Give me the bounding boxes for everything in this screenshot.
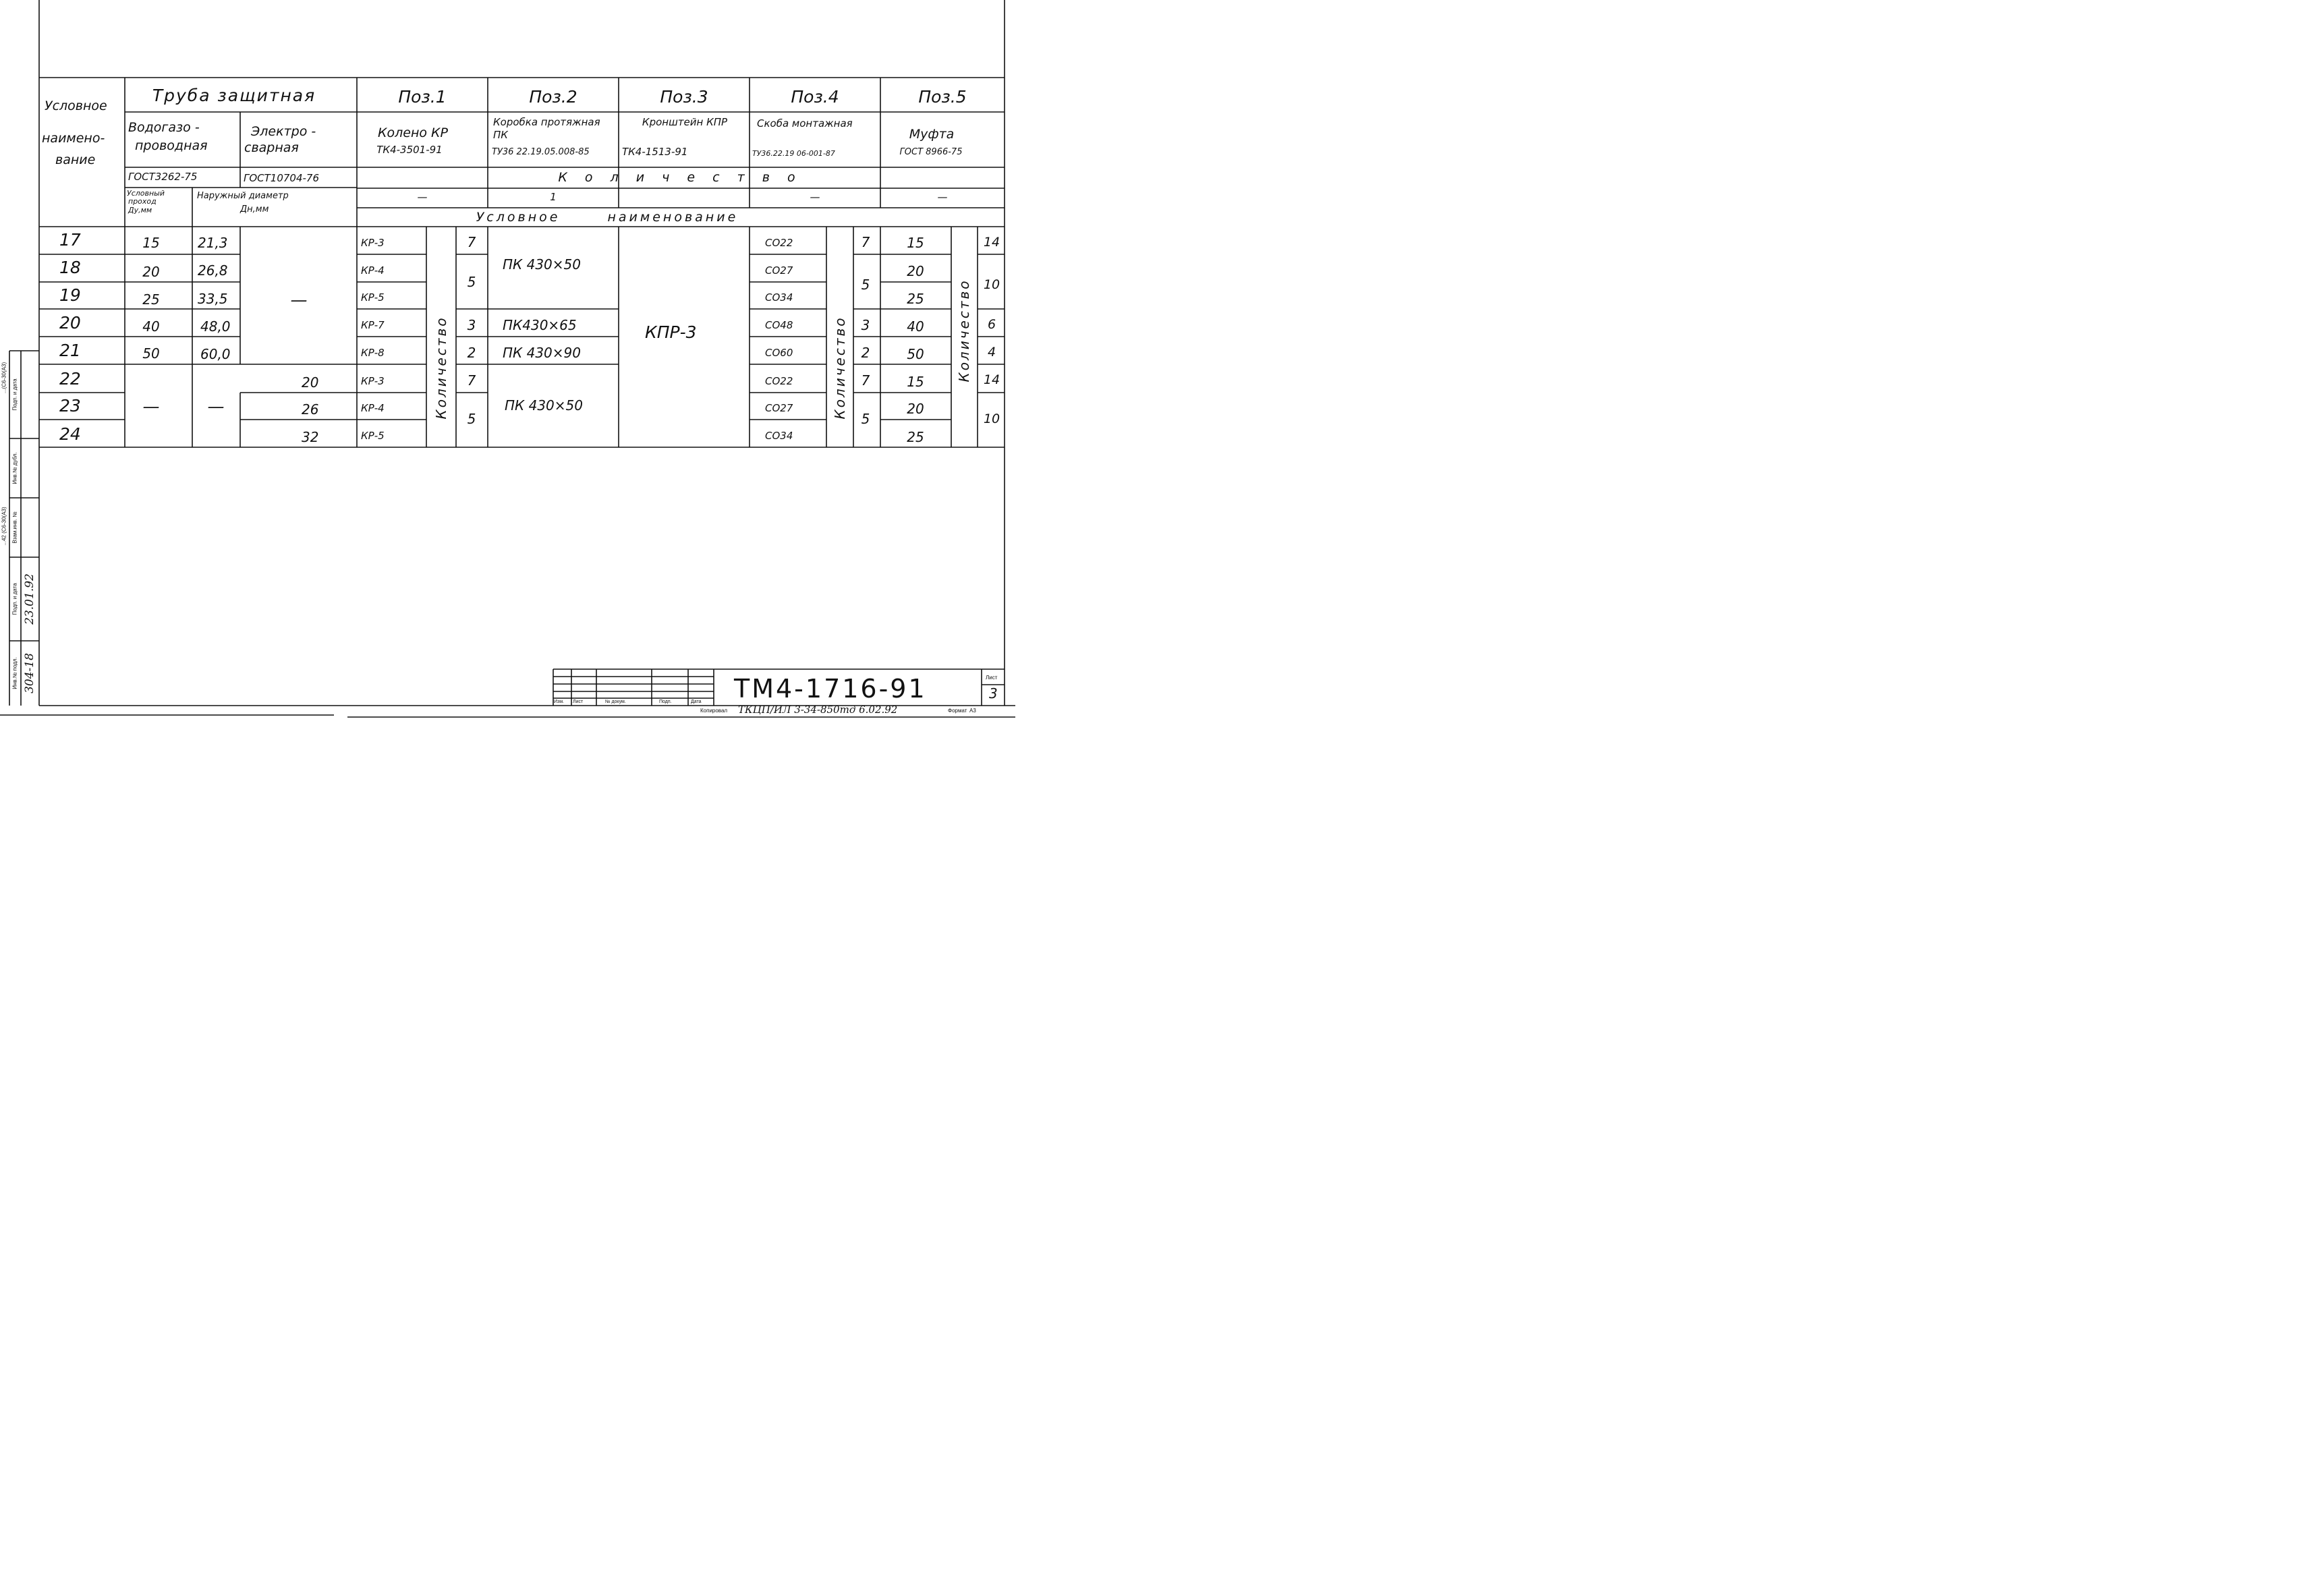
table-row-mu: 20 <box>907 263 924 279</box>
quantity-header: К о л и ч е с т в о <box>558 170 802 185</box>
tb-sheet-label: Лист <box>986 675 998 681</box>
kpr-value: КПР-3 <box>645 322 697 342</box>
pos2-standard: ТУ36 22.19.05.008-85 <box>492 147 590 157</box>
pos4-title: Поз.4 <box>791 87 839 107</box>
side-date: 23.01.92 <box>23 573 36 625</box>
mu-qty-value: 10 <box>983 411 1000 426</box>
pipe-electro-standard: ГОСТ10704-76 <box>244 172 320 184</box>
tb-format-value: А3 <box>969 708 976 714</box>
pipe-dy-line2: проход <box>128 197 157 206</box>
table-row-mu: 50 <box>907 346 924 362</box>
tb-label-sign: Подп. <box>659 700 672 704</box>
kr-qty-value: 7 <box>467 234 476 250</box>
table-row-sk: СО48 <box>765 319 793 331</box>
side-fragment: ...(С6-30(А3) <box>1 362 7 394</box>
table-row-mu: 40 <box>907 318 924 335</box>
table-row-n: 17 <box>59 230 81 250</box>
table-row-mu: 25 <box>907 291 924 307</box>
table-row-mu: 25 <box>907 429 924 445</box>
kr-qty-value: 3 <box>467 317 476 333</box>
mu-qty-value: 14 <box>983 235 1000 250</box>
pos2-qty: 1 <box>550 191 557 203</box>
side-label-sign-date: Подп. и дата <box>11 583 18 615</box>
side-fragment: ...42 (С6-30(А3) <box>1 507 7 546</box>
tb-label-date: Дата <box>691 700 702 704</box>
table-row-n: 21 <box>59 341 81 360</box>
side-inv-number: 304-18 <box>23 653 36 693</box>
pos3-name: Кронштейн КПР <box>642 116 728 128</box>
table-row-kr: КР-5 <box>361 291 385 304</box>
pk-value: ПК 430×50 <box>503 256 581 273</box>
table-row-mu: 15 <box>907 235 924 251</box>
table-row-sk: СО27 <box>765 402 793 414</box>
tb-sheet-number: 3 <box>989 685 998 702</box>
table-row-dn: 33,5 <box>198 291 228 307</box>
tb-copied-value: ТКЦП/ИЛ 3-34-850тд 6.02.92 <box>738 704 898 716</box>
table-row-dy: 15 <box>142 235 160 251</box>
table-row-sk: СО34 <box>765 291 793 304</box>
table-row-dy: 50 <box>142 345 160 362</box>
pipe-water-standard: ГОСТ3262-75 <box>128 171 198 183</box>
pipe-dn-line2: Дн,мм <box>240 204 269 215</box>
pos1-title: Поз.1 <box>398 87 447 107</box>
tb-label-doc-no: № докум. <box>605 700 626 704</box>
mu-qty-value: 10 <box>983 277 1000 292</box>
table-row-dy: 25 <box>142 291 160 308</box>
pos5-standard: ГОСТ 8966-75 <box>899 147 963 157</box>
tb-copied-label: Копировал <box>700 708 728 714</box>
mu-qty-value: 4 <box>987 345 996 360</box>
table-row-el: 20 <box>302 374 319 391</box>
pipe-water-line1: Водогазо - <box>128 120 200 135</box>
pos1-standard: ТК4-3501-91 <box>376 144 443 156</box>
table-row-n: 19 <box>59 285 81 305</box>
header-name-line3: вание <box>55 152 96 167</box>
drawing-sheet <box>0 0 1058 729</box>
table-row-kr: КР-5 <box>361 430 385 442</box>
dn-dash: — <box>207 397 225 416</box>
pipe-dy-line1: Условный <box>127 189 165 198</box>
sk-qty-value: 7 <box>861 234 870 250</box>
kr-qty-value: 7 <box>467 372 476 389</box>
kr-qty-value: 5 <box>467 274 476 290</box>
electro-dash: — <box>290 290 308 310</box>
sk-qty-label: Количество <box>832 316 848 420</box>
table-row-n: 22 <box>59 369 81 389</box>
pipe-dn-line1: Наружный диаметр <box>197 191 289 201</box>
tb-label-sheet: Лист <box>573 700 584 704</box>
header-name-line2: наимено- <box>42 131 105 146</box>
pos5-title: Поз.5 <box>918 87 967 107</box>
table-row-sk: СО34 <box>765 430 793 442</box>
pos4-qty: — <box>810 191 820 203</box>
pos4-name: Скоба монтажная <box>757 117 853 130</box>
side-label-inv-original: Инв.№ подл. <box>11 657 18 689</box>
table-row-kr: КР-8 <box>361 347 385 359</box>
pos1-qty: — <box>417 191 428 203</box>
sk-qty-value: 7 <box>861 372 870 389</box>
table-row-sk: СО22 <box>765 237 793 249</box>
pos1-name: Колено КР <box>378 125 448 140</box>
pos5-qty: — <box>937 191 948 203</box>
sk-qty-value: 2 <box>861 345 870 361</box>
table-row-kr: КР-3 <box>361 375 385 387</box>
pipe-water-line2: проводная <box>135 138 208 153</box>
table-row-dn: 48,0 <box>200 318 231 335</box>
table-row-dy: 40 <box>142 318 160 335</box>
side-label-sign-date-2: Подп. и дата <box>11 378 18 411</box>
table-row-n: 20 <box>59 313 81 333</box>
pos2-title: Поз.2 <box>529 87 577 107</box>
sk-qty-value: 5 <box>861 277 870 293</box>
dy-dash: — <box>142 397 160 416</box>
sk-qty-value: 5 <box>861 411 870 427</box>
cond-name-header: Условное наименование <box>476 210 739 225</box>
kr-qty-label: Количество <box>433 316 449 420</box>
pos3-title: Поз.3 <box>660 87 708 107</box>
table-row-mu: 20 <box>907 401 924 417</box>
pipe-dy-line3: Ду,мм <box>128 206 152 215</box>
pos3-standard: ТК4-1513-91 <box>622 146 688 158</box>
table-row-dn: 21,3 <box>198 235 228 251</box>
table-row-n: 23 <box>59 396 81 416</box>
mu-qty-value: 14 <box>983 372 1000 387</box>
kr-qty-value: 2 <box>467 345 476 361</box>
tb-format-label: Формат <box>948 708 967 714</box>
table-row-el: 32 <box>302 429 319 445</box>
table-row-dy: 20 <box>142 264 160 280</box>
pos5-name: Муфта <box>909 127 955 142</box>
tb-label-change: Изм. <box>554 700 564 704</box>
table-row-kr: КР-7 <box>361 319 385 331</box>
side-label-replace-inv: Взам.инв. № <box>11 511 18 544</box>
mu-qty-value: 6 <box>987 317 996 332</box>
pos4-standard: ТУ36.22.19 06-001-87 <box>752 149 835 158</box>
pipe-electro-line2: сварная <box>244 140 299 155</box>
table-row-kr: КР-3 <box>361 237 385 249</box>
table-row-dn: 26,8 <box>198 262 228 279</box>
table-row-n: 18 <box>59 258 81 277</box>
table-row-sk: СО27 <box>765 264 793 277</box>
pos2-name: Коробка протяжная ПК <box>493 116 600 141</box>
header-name-line1: Условное <box>45 98 107 113</box>
table-row-kr: КР-4 <box>361 402 385 414</box>
table-row-dn: 60,0 <box>200 346 231 362</box>
table-row-kr: КР-4 <box>361 264 385 277</box>
table-row-n: 24 <box>59 424 81 444</box>
table-row-sk: СО22 <box>765 375 793 387</box>
pk-value: ПК 430×50 <box>505 397 583 414</box>
pk-value: ПК430×65 <box>503 317 577 333</box>
table-row-mu: 15 <box>907 374 924 390</box>
side-label-inv-dup: Инв.№ дубл. <box>11 452 18 484</box>
kr-qty-value: 5 <box>467 411 476 427</box>
pk-value: ПК 430×90 <box>503 345 581 361</box>
mu-qty-label: Количество <box>956 279 972 382</box>
table-row-sk: СО60 <box>765 347 793 359</box>
pipe-electro-line1: Электро - <box>251 124 316 139</box>
document-number: ТМ4-1716-91 <box>734 674 927 704</box>
table-row-el: 26 <box>302 401 319 418</box>
sk-qty-value: 3 <box>861 317 870 333</box>
pipe-title: Труба защитная <box>152 86 316 105</box>
